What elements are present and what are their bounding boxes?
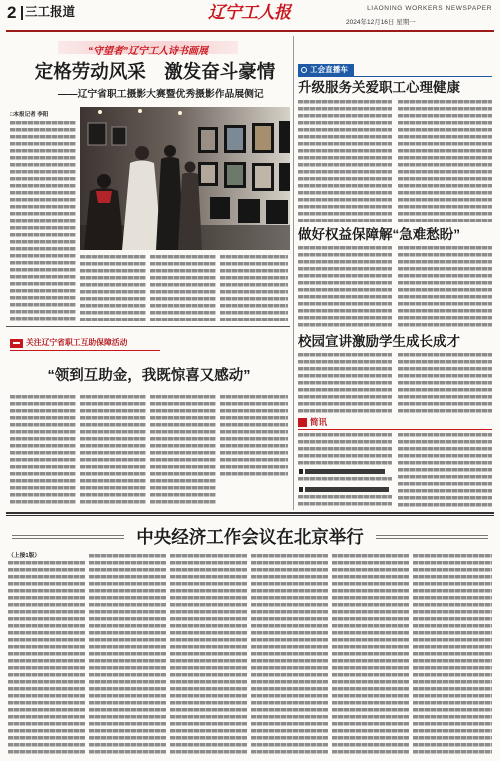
mutual-aid-headline: “领到互助金，我既惊喜又感动” <box>47 368 251 384</box>
feature-subheadline: ——辽宁省职工摄影大赛暨优秀摄影作品展侧记 <box>58 89 264 100</box>
mutual-aid-body-column <box>150 395 216 507</box>
briefs-label: 简讯 <box>310 417 328 427</box>
person-silhouette <box>178 173 202 251</box>
photo-frame <box>112 127 126 145</box>
topic-tag: 关注辽宁省职工互助保障活动 <box>26 338 128 347</box>
sidebar-headline: 做好权益保障解“急难愁盼” <box>298 227 460 242</box>
person-head <box>135 146 149 160</box>
briefs-icon <box>298 418 307 427</box>
section-divider <box>6 326 290 327</box>
lead-top-rule <box>6 512 494 514</box>
live-feed-rule <box>298 76 492 77</box>
person-head <box>97 174 111 188</box>
briefs-rule <box>298 429 492 430</box>
ceiling-light <box>178 111 182 115</box>
english-name: LIAONING WORKERS NEWSPAPER <box>367 5 492 12</box>
person-head <box>164 145 176 157</box>
photo-frame <box>238 199 260 223</box>
brief-body <box>298 495 392 507</box>
issue-date: 2024年12月16日 星期一 <box>346 19 416 26</box>
photo-frame <box>210 197 230 219</box>
feature-body-column <box>80 255 146 321</box>
column-divider <box>293 36 294 510</box>
headline-ornament-right <box>376 538 488 539</box>
photo-frame <box>88 123 106 145</box>
live-feed-tag <box>298 64 354 76</box>
photo-frame <box>266 200 288 224</box>
ceiling-light <box>138 109 142 113</box>
topic-underline <box>10 350 160 351</box>
sidebar-body-column <box>298 246 392 328</box>
feature-body-column <box>220 255 288 321</box>
photo-frame-image <box>255 166 271 188</box>
lead-body-column <box>89 554 166 757</box>
sidebar-headline: 校园宣讲激励学生成长成才 <box>298 334 460 349</box>
sidebar-body-column <box>398 353 492 413</box>
feature-byline: □本报记者 李阳 <box>10 112 49 118</box>
sidebar-body-column <box>398 246 492 328</box>
continuation-note: （上接1版） <box>8 553 41 559</box>
lead-body-column <box>8 561 85 757</box>
person-head <box>185 162 196 173</box>
lead-top-rule-thin <box>6 515 494 516</box>
photo-frame-image <box>201 165 215 183</box>
sidebar-headline: 升级服务关爱职工心理健康 <box>298 80 460 95</box>
live-feed-tag-text: 工会直播车 <box>310 65 348 74</box>
broadcast-icon <box>301 67 307 73</box>
brief-body <box>298 433 392 466</box>
photo-frame-image <box>227 128 243 150</box>
feature-body-column <box>150 255 216 321</box>
mutual-aid-body-column <box>10 395 76 507</box>
sidebar-body-column <box>298 353 392 413</box>
feature-body-column <box>10 121 76 321</box>
photo-frame-image <box>255 126 271 150</box>
headline-ornament-right <box>376 535 488 536</box>
header-divider <box>21 6 23 20</box>
feature-banner-text: “守望者”辽宁工人诗书画展 <box>88 46 208 57</box>
photo-frame-image <box>227 165 243 185</box>
photo-frame <box>279 163 290 191</box>
mutual-aid-body-column <box>80 395 146 507</box>
ceiling-light <box>98 110 102 114</box>
red-scarf <box>96 191 112 203</box>
exhibition-photo <box>80 107 290 250</box>
feature-banner <box>58 41 238 57</box>
lead-body-column <box>413 554 492 757</box>
mutual-aid-body-column <box>220 395 288 479</box>
lead-body-column <box>170 554 247 757</box>
topic-icon <box>10 339 23 348</box>
photo-frame <box>279 121 290 153</box>
sidebar-body-column <box>298 100 392 222</box>
brief-heading <box>305 469 385 474</box>
header-rule <box>6 30 494 32</box>
lead-body-column <box>251 554 328 757</box>
lead-body-column <box>332 554 409 757</box>
brief-body <box>298 477 392 484</box>
sidebar-body-column <box>398 100 492 222</box>
feature-headline: 定格劳动风采 激发奋斗豪情 <box>34 61 276 82</box>
page-number: 2 <box>7 3 17 22</box>
lead-headline: 中央经济工作会议在北京举行 <box>136 527 364 547</box>
photo-frame-image <box>201 130 215 150</box>
brief-body <box>398 433 492 507</box>
section-name: 三工报道 <box>25 5 76 19</box>
brief-heading <box>305 487 389 492</box>
newspaper-logo: 辽宁工人报 <box>208 3 291 22</box>
